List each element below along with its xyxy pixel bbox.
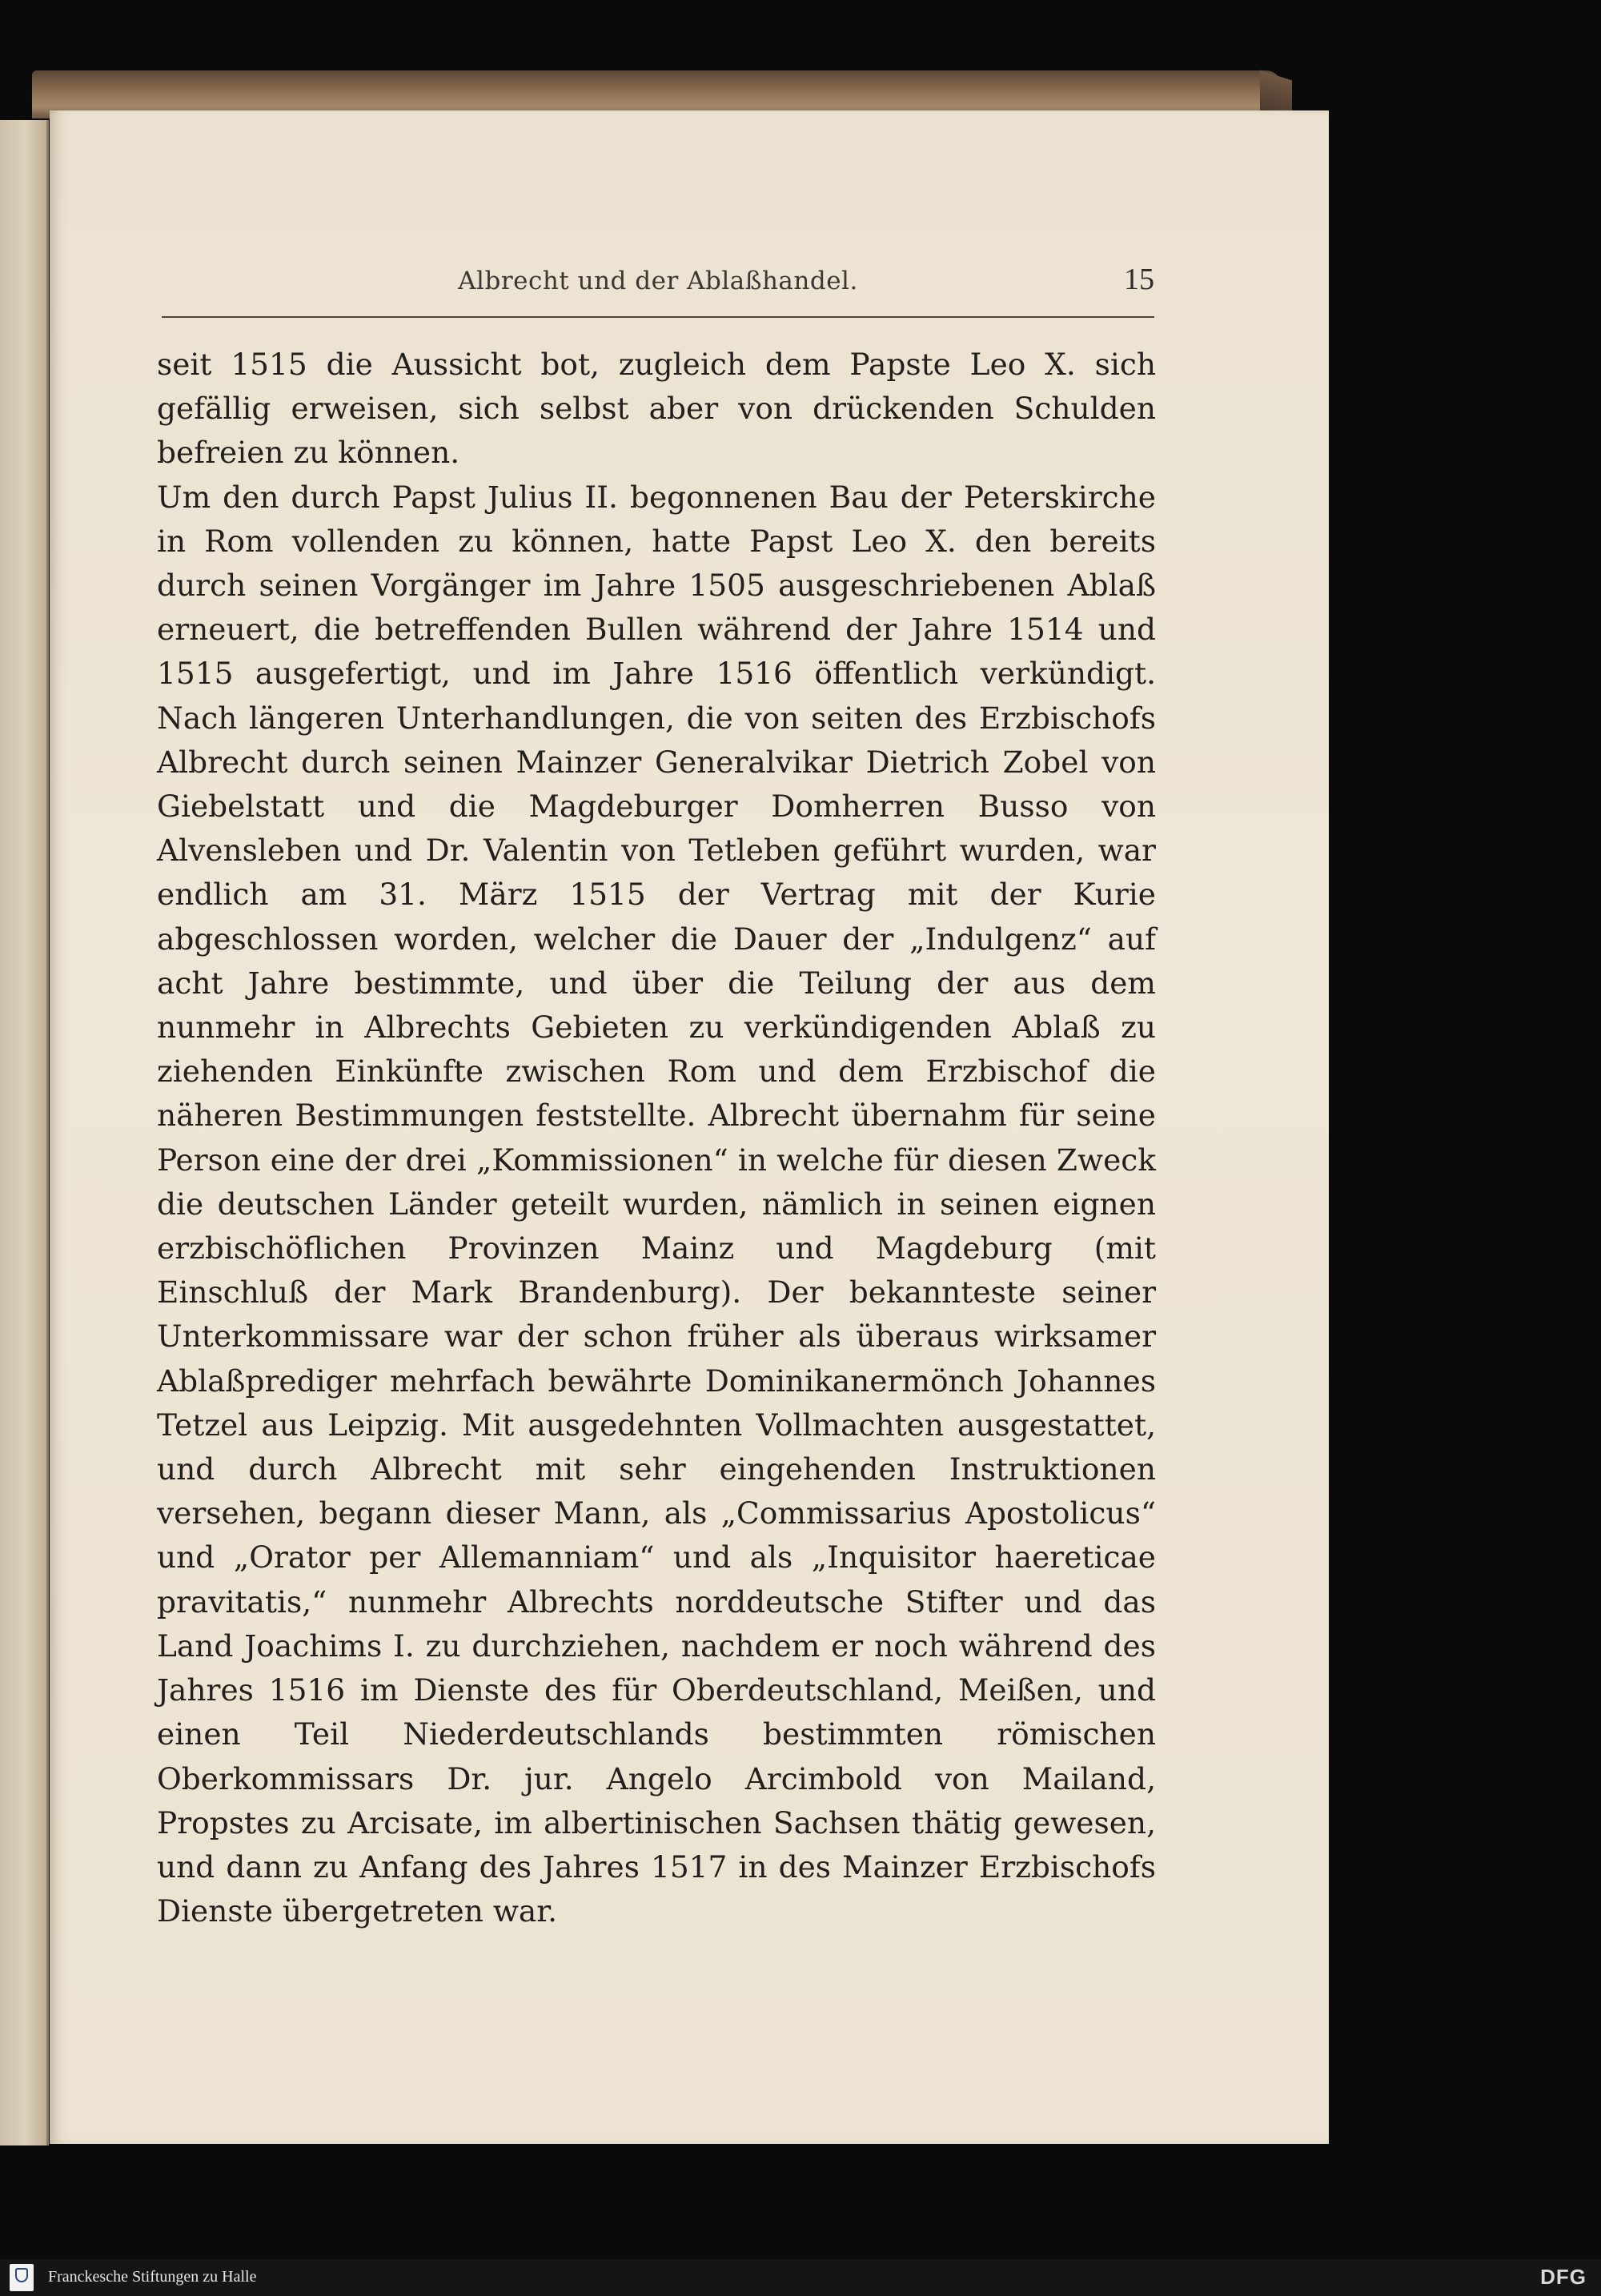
body-text [157, 343, 1156, 1933]
book-page [50, 110, 1329, 2144]
page-number: 15 [1124, 263, 1154, 296]
institution-name: Franckesche Stiftungen zu Halle [48, 2268, 257, 2286]
running-title: Albrecht und der Ablaßhandel. [458, 267, 858, 295]
paragraph-continuation: seit 1515 die Aussicht bot, zugleich dem Papste Leo X. sich gefällig erweisen, sich selbst aber von drückenden Schulden befreien zu können. [157, 347, 1156, 471]
dfg-logo: DFG [1540, 2265, 1587, 2289]
viewer-footer [0, 2259, 1601, 2296]
institution-logo-icon [10, 2264, 34, 2291]
running-head [162, 263, 1154, 318]
paragraph-indulgence: Um den durch Papst Julius II. begonnenen Bau der Peterskirche in Rom vollenden zu können, hatte Papst Leo X. den bereits durch seinen Vorgänger im Jahre 1505 ausgeschriebenen Ablaß erneuert, die betreffenden Bullen während der Jahre 1514 und 1515 ausgefertigt, und im Jahre 1516 öffentlich verkündigt. Nach längeren Unterhandlungen, die von seiten des Erzbischofs Albrecht durch seinen Mainzer Generalvikar Dietrich Zobel von Giebelstatt und die Magdeburger Domherren Busso von Alvensleben und Dr. Valentin von Tetleben geführt wurden, war endlich am 31. März 1515 der Vertrag mit der Kurie abgeschlossen worden, welcher die Dauer der „Indulgenz“ auf acht Jahre bestimmte, und über die Teilung der aus dem nunmehr in Albrechts Gebieten zu verkündigenden Ablaß zu ziehenden Einkünfte zwischen Rom und dem Erzbischof die näheren Bestimmungen feststellte. Albrecht übernahm für seine Person eine der drei „Kommissionen“ in welche für diesen Zweck die deutschen Länder geteilt wurden, nämlich in seinen eignen erzbischöflichen Provinzen Mainz und Magdeburg (mit Einschluß der Mark Brandenburg). Der bekannteste seiner Unterkommissare war der schon früher als überaus wirksamer Ablaßprediger mehrfach bewährte Dominikanermönch Johannes Tetzel aus Leipzig. Mit ausgedehnten Vollmachten ausgestattet, und durch Albrecht mit sehr eingehenden Instruktionen versehen, begann dieser Mann, als „Commissarius Apostolicus“ und „Orator per Allemanniam“ und als „Inquisitor haereticae pravitatis,“ nunmehr Albrechts norddeutsche Stifter und das Land Joachims I. zu durchziehen, nachdem er noch während des Jahres 1516 im Dienste des für Oberdeutschland, Meißen, und einen Teil Niederdeutschlands bestimmten römischen Oberkommissars Dr. jur. Angelo Arcimbold von Mailand, Propstes zu Arcisate, im albertinischen Sachsen thätig gewesen, und dann zu Anfang des Jahres 1517 in des Mainzer Erzbischofs Dienste übergetreten war. [157, 479, 1156, 1929]
previous-page-edge [0, 120, 49, 2145]
